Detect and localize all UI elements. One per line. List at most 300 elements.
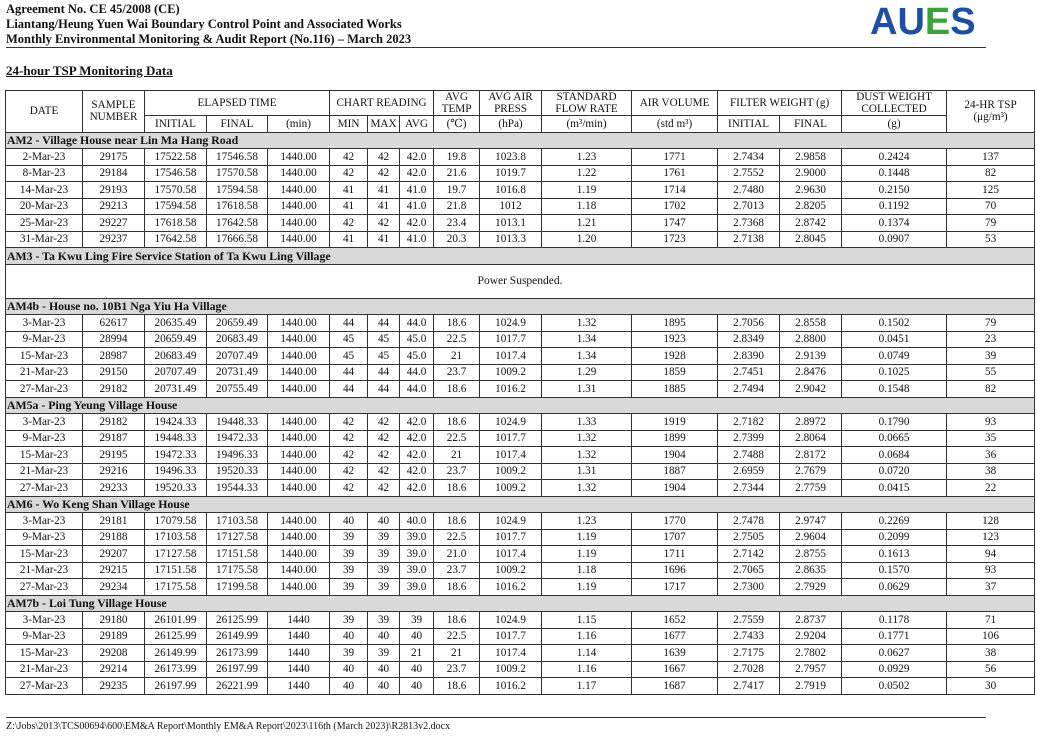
table-cell: 3-Mar-23 [6, 414, 83, 431]
table-cell: 0.1448 [842, 165, 947, 182]
table-cell: 18.6 [434, 480, 480, 497]
table-cell: 22.5 [434, 529, 480, 546]
table-cell: 38 [947, 645, 1035, 662]
table-cell: 0.0907 [842, 231, 947, 248]
table-cell: 31-Mar-23 [6, 231, 83, 248]
subheader-filter-final: FINAL [780, 116, 842, 133]
table-cell: 19448.33 [207, 414, 268, 431]
table-cell: 2.7505 [718, 529, 780, 546]
table-cell: 1.18 [542, 562, 632, 579]
table-cell: 2.7182 [718, 414, 780, 431]
table-cell: 19448.33 [145, 430, 207, 447]
table-cell: 2.7480 [718, 182, 780, 199]
table-cell: 1.19 [542, 579, 632, 596]
table-cell: 1639 [632, 645, 718, 662]
table-cell: 1440.00 [268, 562, 330, 579]
table-cell: 1440.00 [268, 165, 330, 182]
table-cell: 0.1192 [842, 198, 947, 215]
table-cell: 0.2269 [842, 513, 947, 530]
table-cell: 29193 [83, 182, 145, 199]
table-cell: 29180 [83, 612, 145, 629]
table-cell: 39 [330, 612, 368, 629]
table-cell: 42 [368, 430, 400, 447]
table-cell: 1.15 [542, 612, 632, 629]
logo-letter: A [870, 1, 898, 43]
table-cell: 9-Mar-23 [6, 529, 83, 546]
table-cell: 9-Mar-23 [6, 628, 83, 645]
table-cell: 17666.58 [207, 231, 268, 248]
table-row [6, 381, 1035, 398]
table-cell: 26173.99 [207, 645, 268, 662]
table-cell: 26197.99 [145, 678, 207, 695]
table-row [6, 182, 1035, 199]
table-cell: 1009.2 [480, 364, 542, 381]
table-cell: 41.0 [400, 182, 434, 199]
table-row [6, 331, 1035, 348]
table-cell: 1440 [268, 612, 330, 629]
table-cell: 42.0 [400, 414, 434, 431]
table-cell: 71 [947, 612, 1035, 629]
table-cell: 14-Mar-23 [6, 182, 83, 199]
table-cell: 21-Mar-23 [6, 463, 83, 480]
tsp-header-label: 24-HR TSP [964, 99, 1017, 112]
aues-logo [870, 3, 976, 41]
table-cell: 40 [400, 628, 434, 645]
table-cell: 2.6959 [718, 463, 780, 480]
table-cell: 1440.00 [268, 198, 330, 215]
table-cell: 23 [947, 331, 1035, 348]
site-name: AM6 - Wo Keng Shan Village House [6, 496, 1035, 513]
table-cell: 20683.49 [207, 331, 268, 348]
table-cell: 42 [368, 414, 400, 431]
table-cell: 1440 [268, 628, 330, 645]
table-row [6, 165, 1035, 182]
table-cell: 1.16 [542, 661, 632, 678]
table-cell: 2.7344 [718, 480, 780, 497]
table-cell: 39 [400, 612, 434, 629]
table-cell: 17594.58 [145, 198, 207, 215]
table-cell: 1017.4 [480, 348, 542, 365]
table-cell: 2.7433 [718, 628, 780, 645]
table-cell: 2.8205 [780, 198, 842, 215]
table-cell: 1440 [268, 645, 330, 662]
table-cell: 2.9630 [780, 182, 842, 199]
table-cell: 2.9204 [780, 628, 842, 645]
table-cell: 1.31 [542, 381, 632, 398]
table-cell: 40.0 [400, 513, 434, 530]
table-cell: 1440.00 [268, 331, 330, 348]
table-row [6, 645, 1035, 662]
header-project: Liantang/Heung Yuen Wai Boundary Control Point and Associated Works [6, 17, 402, 31]
table-cell: 15-Mar-23 [6, 645, 83, 662]
table-cell: 2.8742 [780, 215, 842, 232]
table-row [6, 513, 1035, 530]
table-cell: 1016.2 [480, 678, 542, 695]
table-cell: 2.8045 [780, 231, 842, 248]
table-cell: 2.8349 [718, 331, 780, 348]
table-cell: 19496.33 [145, 463, 207, 480]
table-cell: 42 [330, 165, 368, 182]
table-cell: 1017.7 [480, 430, 542, 447]
table-cell: 20.3 [434, 231, 480, 248]
table-cell: 0.1570 [842, 562, 947, 579]
table-row [6, 348, 1035, 365]
subheader-final: FINAL [207, 116, 268, 133]
table-cell: 29189 [83, 628, 145, 645]
table-cell: 2.7417 [718, 678, 780, 695]
table-cell: 0.0627 [842, 645, 947, 662]
table-cell: 17151.58 [145, 562, 207, 579]
table-cell: 17618.58 [207, 198, 268, 215]
site-header-row [6, 298, 1035, 315]
table-cell: 17618.58 [145, 215, 207, 232]
table-cell: 19424.33 [145, 414, 207, 431]
table-cell: 1.20 [542, 231, 632, 248]
table-cell: 18.6 [434, 513, 480, 530]
section-title: 24-hour TSP Monitoring Data [6, 63, 173, 78]
table-cell: 29213 [83, 198, 145, 215]
table-cell: 1.17 [542, 678, 632, 695]
table-cell: 2.9139 [780, 348, 842, 365]
table-cell: 2.7142 [718, 546, 780, 563]
table-row [6, 364, 1035, 381]
table-row [6, 430, 1035, 447]
table-cell: 21.0 [434, 546, 480, 563]
table-cell: 44.0 [400, 381, 434, 398]
table-cell: 1904 [632, 447, 718, 464]
table-cell: 1017.7 [480, 331, 542, 348]
table-cell: 20659.49 [207, 315, 268, 332]
site-header-row [6, 595, 1035, 612]
table-cell: 26101.99 [145, 612, 207, 629]
table-cell: 45 [330, 348, 368, 365]
table-cell: 2.8390 [718, 348, 780, 365]
table-cell: 40 [330, 661, 368, 678]
table-cell: 2.9042 [780, 381, 842, 398]
table-cell: 2.7478 [718, 513, 780, 530]
table-cell: 17642.58 [145, 231, 207, 248]
site-note: Power Suspended. [6, 264, 1035, 298]
table-cell: 15-Mar-23 [6, 447, 83, 464]
table-cell: 1440.00 [268, 231, 330, 248]
table-cell: 19496.33 [207, 447, 268, 464]
table-cell: 26221.99 [207, 678, 268, 695]
table-cell: 1.21 [542, 215, 632, 232]
table-cell: 17151.58 [207, 546, 268, 563]
subheader-avg: AVG [400, 116, 434, 133]
table-cell: 0.0415 [842, 480, 947, 497]
table-cell: 39.0 [400, 562, 434, 579]
table-cell: 1.16 [542, 628, 632, 645]
table-cell: 2.9858 [780, 149, 842, 166]
table-cell: 40 [330, 513, 368, 530]
tsp-header-unit: (μg/m³) [973, 111, 1008, 124]
table-row [6, 198, 1035, 215]
table-cell: 27-Mar-23 [6, 480, 83, 497]
table-row [6, 529, 1035, 546]
table-cell: 0.0451 [842, 331, 947, 348]
logo-letter: S [950, 1, 976, 43]
table-cell: 2.7138 [718, 231, 780, 248]
table-cell: 17642.58 [207, 215, 268, 232]
table-cell: 3-Mar-23 [6, 513, 83, 530]
table-cell: 2.7434 [718, 149, 780, 166]
table-cell: 44 [330, 364, 368, 381]
site-name: AM4b - House no. 10B1 Nga Yiu Ha Village [6, 298, 1035, 315]
table-row [6, 447, 1035, 464]
table-cell: 2.8755 [780, 546, 842, 563]
table-cell: 1717 [632, 579, 718, 596]
table-cell: 1016.2 [480, 381, 542, 398]
table-row [6, 231, 1035, 248]
table-cell: 41 [330, 231, 368, 248]
footer-divider [6, 717, 986, 718]
site-note-row [6, 264, 1035, 298]
table-cell: 30 [947, 678, 1035, 695]
table-cell: 20-Mar-23 [6, 198, 83, 215]
tsp-data-table [5, 90, 1035, 695]
table-cell: 42.0 [400, 149, 434, 166]
col-header-dust-weight: DUST WEIGHT COLLECTED [842, 91, 947, 116]
table-cell: 29150 [83, 364, 145, 381]
table-cell: 29182 [83, 414, 145, 431]
table-cell: 1.32 [542, 480, 632, 497]
table-cell: 2.8737 [780, 612, 842, 629]
table-cell: 1667 [632, 661, 718, 678]
col-header-air-volume: AIR VOLUME [632, 91, 718, 116]
table-cell: 0.0720 [842, 463, 947, 480]
table-cell: 45 [368, 348, 400, 365]
table-cell: 1928 [632, 348, 718, 365]
table-cell: 44 [368, 381, 400, 398]
table-row [6, 414, 1035, 431]
table-cell: 2.7929 [780, 579, 842, 596]
table-cell: 2.8800 [780, 331, 842, 348]
table-cell: 2.7028 [718, 661, 780, 678]
table-cell: 29187 [83, 430, 145, 447]
table-cell: 44.0 [400, 364, 434, 381]
table-cell: 21-Mar-23 [6, 364, 83, 381]
table-row [6, 661, 1035, 678]
footer-file-path: Z:\Jobs\2013\TCS00694\600\EM&A Report\Monthly EM&A Report\2023\116th (March 2023)\R2813v2.docx [6, 721, 451, 732]
table-cell: 1919 [632, 414, 718, 431]
table-cell: 1904 [632, 480, 718, 497]
table-cell: 1017.4 [480, 546, 542, 563]
table-row [6, 315, 1035, 332]
subheader-hpa: (hPa) [480, 116, 542, 133]
table-cell: 0.1178 [842, 612, 947, 629]
site-name: AM2 - Village House near Lin Ma Hang Road [6, 132, 1035, 149]
table-cell: 0.1548 [842, 381, 947, 398]
table-cell: 2.7919 [780, 678, 842, 695]
table-cell: 1859 [632, 364, 718, 381]
table-cell: 40 [368, 661, 400, 678]
table-cell: 29237 [83, 231, 145, 248]
table-cell: 94 [947, 546, 1035, 563]
table-cell: 40 [400, 678, 434, 695]
table-cell: 27-Mar-23 [6, 381, 83, 398]
subheader-initial: INITIAL [145, 116, 207, 133]
table-cell: 2.7488 [718, 447, 780, 464]
site-name: AM3 - Ta Kwu Ling Fire Service Station of Ta Kwu Ling Village [6, 248, 1035, 265]
table-cell: 27-Mar-23 [6, 579, 83, 596]
header-divider [6, 47, 986, 48]
table-cell: 1.18 [542, 198, 632, 215]
table-cell: 1440.00 [268, 447, 330, 464]
table-cell: 25-Mar-23 [6, 215, 83, 232]
table-cell: 2.8064 [780, 430, 842, 447]
col-header-chart-reading: CHART READING [330, 91, 434, 116]
table-cell: 1017.4 [480, 447, 542, 464]
table-cell: 1.22 [542, 165, 632, 182]
table-cell: 2.7300 [718, 579, 780, 596]
table-cell: 1.29 [542, 364, 632, 381]
site-header-row [6, 397, 1035, 414]
table-cell: 29184 [83, 165, 145, 182]
table-cell: 22.5 [434, 628, 480, 645]
table-cell: 0.2099 [842, 529, 947, 546]
table-cell: 19520.33 [207, 463, 268, 480]
table-cell: 17127.58 [145, 546, 207, 563]
table-cell: 62617 [83, 315, 145, 332]
table-cell: 1016.2 [480, 579, 542, 596]
table-cell: 1714 [632, 182, 718, 199]
table-cell: 21 [434, 447, 480, 464]
table-cell: 1.34 [542, 331, 632, 348]
table-cell: 28987 [83, 348, 145, 365]
table-cell: 39 [368, 529, 400, 546]
table-cell: 1440.00 [268, 430, 330, 447]
table-cell: 42 [330, 215, 368, 232]
table-row [6, 628, 1035, 645]
table-cell: 44 [368, 315, 400, 332]
table-row [6, 562, 1035, 579]
table-cell: 42.0 [400, 165, 434, 182]
table-cell: 42 [368, 149, 400, 166]
table-cell: 55 [947, 364, 1035, 381]
table-cell: 1024.9 [480, 315, 542, 332]
col-header-filter-weight: FILTER WEIGHT (g) [718, 91, 842, 116]
table-cell: 44 [330, 381, 368, 398]
subheader-filter-initial: INITIAL [718, 116, 780, 133]
table-cell: 1687 [632, 678, 718, 695]
table-cell: 17570.58 [207, 165, 268, 182]
document-header [6, 2, 411, 47]
table-cell: 1012 [480, 198, 542, 215]
subheader-max: MAX [368, 116, 400, 133]
table-cell: 18.6 [434, 612, 480, 629]
table-cell: 2.9000 [780, 165, 842, 182]
table-cell: 1771 [632, 149, 718, 166]
table-cell: 21.8 [434, 198, 480, 215]
table-cell: 29234 [83, 579, 145, 596]
table-cell: 40 [368, 678, 400, 695]
table-cell: 44.0 [400, 315, 434, 332]
table-cell: 40 [400, 661, 434, 678]
table-cell: 1711 [632, 546, 718, 563]
table-cell: 23.7 [434, 364, 480, 381]
table-cell: 39 [330, 579, 368, 596]
table-cell: 17546.58 [207, 149, 268, 166]
table-cell: 39 [368, 579, 400, 596]
table-cell: 2.7013 [718, 198, 780, 215]
table-cell: 42.0 [400, 215, 434, 232]
table-cell: 1440.00 [268, 463, 330, 480]
table-cell: 1.19 [542, 546, 632, 563]
table-cell: 1.33 [542, 414, 632, 431]
table-cell: 40 [368, 628, 400, 645]
table-cell: 0.0684 [842, 447, 947, 464]
table-cell: 1.19 [542, 182, 632, 199]
table-cell: 38 [947, 463, 1035, 480]
col-header-date: DATE [6, 91, 83, 133]
table-cell: 1009.2 [480, 562, 542, 579]
table-cell: 0.1771 [842, 628, 947, 645]
table-cell: 17175.58 [207, 562, 268, 579]
table-cell: 36 [947, 447, 1035, 464]
table-cell: 8-Mar-23 [6, 165, 83, 182]
table-cell: 39 [330, 546, 368, 563]
table-cell: 42 [368, 447, 400, 464]
table-cell: 1009.2 [480, 480, 542, 497]
table-cell: 29235 [83, 678, 145, 695]
table-cell: 9-Mar-23 [6, 430, 83, 447]
table-cell: 0.2150 [842, 182, 947, 199]
table-cell: 18.6 [434, 414, 480, 431]
table-cell: 42 [330, 149, 368, 166]
table-cell: 1440.00 [268, 315, 330, 332]
table-cell: 26125.99 [145, 628, 207, 645]
col-header-avg-temp: AVG TEMP [434, 91, 480, 116]
table-cell: 1895 [632, 315, 718, 332]
table-cell: 42 [368, 215, 400, 232]
table-cell: 1440.00 [268, 513, 330, 530]
table-cell: 42 [368, 480, 400, 497]
table-cell: 29181 [83, 513, 145, 530]
table-cell: 17546.58 [145, 165, 207, 182]
col-header-sample-number: SAMPLE NUMBER [83, 91, 145, 133]
table-cell: 23.7 [434, 661, 480, 678]
table-cell: 29227 [83, 215, 145, 232]
table-cell: 1.32 [542, 315, 632, 332]
table-cell: 1.32 [542, 447, 632, 464]
table-cell: 39 [368, 562, 400, 579]
table-cell: 29175 [83, 149, 145, 166]
table-cell: 41.0 [400, 231, 434, 248]
table-cell: 18.6 [434, 381, 480, 398]
table-cell: 29216 [83, 463, 145, 480]
table-cell: 2.7957 [780, 661, 842, 678]
table-cell: 42.0 [400, 447, 434, 464]
table-cell: 39 [947, 348, 1035, 365]
table-cell: 23.7 [434, 562, 480, 579]
table-cell: 15-Mar-23 [6, 348, 83, 365]
table-cell: 0.1613 [842, 546, 947, 563]
table-cell: 42.0 [400, 430, 434, 447]
table-cell: 2.7802 [780, 645, 842, 662]
table-cell: 21.6 [434, 165, 480, 182]
table-cell: 0.0749 [842, 348, 947, 365]
table-cell: 2.7175 [718, 645, 780, 662]
table-cell: 1009.2 [480, 463, 542, 480]
table-cell: 45.0 [400, 348, 434, 365]
table-cell: 29188 [83, 529, 145, 546]
table-row [6, 546, 1035, 563]
table-cell: 44 [368, 364, 400, 381]
table-cell: 3-Mar-23 [6, 315, 83, 332]
table-cell: 42 [330, 463, 368, 480]
table-cell: 1.32 [542, 430, 632, 447]
